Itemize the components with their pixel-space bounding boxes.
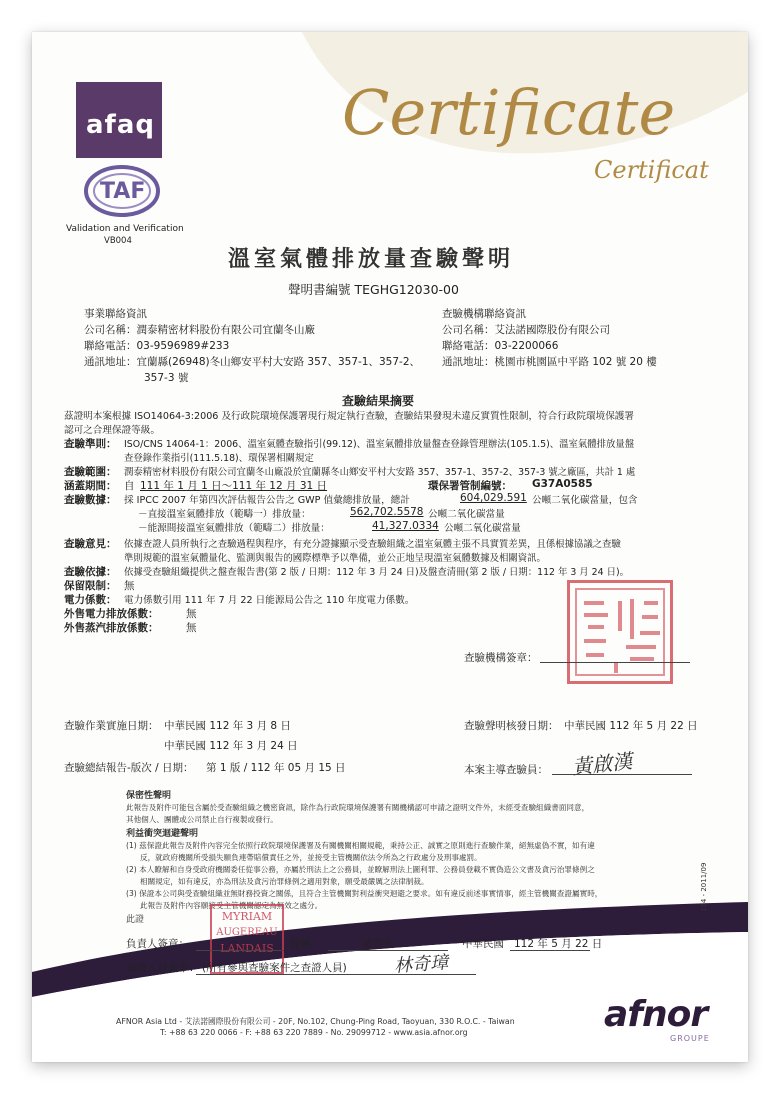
data-scope2-prefix: －能源間接溫室氣體排放（範疇二）排放量： [138,523,330,534]
coi-item-1: (1) 茲保證此報告及附件內容完全依照行政院環境保護署及有關機關相關規範，秉持公正、誠實之原則進行查驗作業，絕無虛偽不實，如有違 [126,841,595,850]
sell-steam-label: 外售蒸汽排放係數： [64,622,159,634]
scope-text: 潤泰精密材料股份有限公司宜蘭冬山廠設於宜蘭縣冬山鄉安平村大安路 357、357-1、357-2、357-3 號之廠區，共計 1 處 [124,467,636,478]
verifier-note: (所有參與查驗案件之查證人員) [202,962,347,974]
exec-date-label: 查驗作業實施日期： [64,720,159,732]
verifier-label: 查證人員簽章： [126,962,200,974]
opinion-text: 依據查證人員所執行之查驗過程與程序，有充分證據顯示受查驗組織之溫室氣體主張不具實質差異，且係根據協議之查驗 [124,539,621,550]
epa-label: 環保署管制編號： [428,480,512,492]
data-scope2-suffix: 公噸二氧化碳當量 [444,523,521,534]
standard-text-cont: 查登錄作業指引(111.5.18)、環保署相關規定 [124,453,314,464]
form-code: 104 - 2011/09 [700,862,708,912]
certificat-subheading: Certificat [594,156,709,184]
certificate-page [32,32,748,1062]
sign-date-value: 112 年 5 月 22 日 [514,938,603,950]
party-left-heading: 事業聯絡資訊 [84,308,147,320]
issue-date-value: 中華民國 112 年 5 月 22 日 [564,720,698,732]
agency-seal [567,580,673,684]
lead-verifier-line [552,774,692,775]
afaq-logo-text: afaq [86,110,156,140]
stamp-line-2: AUGEREAU [216,927,278,938]
party-left-phone: 聯絡電話：03-9596989#233 [84,340,230,352]
confidentiality-text-cont: 其他個人、團體或公司禁止自行複製或發行。 [126,815,278,824]
scope-label: 查驗範圍： [64,466,117,478]
sign-date-line [510,950,590,951]
data-scope1-suffix: 公噸二氧化碳當量 [428,509,505,520]
verifier-signature: 林奇璋 [393,952,449,977]
period-label: 涵蓋期間： [64,480,117,492]
sign-date-label: 中華民國 [462,938,504,950]
sell-power-label: 外售電力排放係數： [64,608,159,620]
afnor-groupe: GROUPE [670,1034,710,1043]
agency-sign-line [540,662,690,663]
basis-text: 依據受查驗組織提供之盤查報告書(第 2 版 / 日期：112 年 3 月 24 日)及盤查清冊(第 2 版 / 日期：112 年 3 月 24 日)。 [124,567,629,578]
coi-item-3: (3) 保證本公司與受查驗組織並無財務投資之關係，且符合主管機關對利益衝突迴避之要求。如有違反前述事實情事，經主管機關查證屬實時， [126,889,603,898]
position-value: 董事長 [362,938,394,950]
power-label: 電力係數： [64,594,117,606]
taf-caption: Validation and Verification [66,224,184,234]
report-version-label: 查驗總結報告-版次 / 日期： [64,762,194,774]
party-right-company: 公司名稱：艾法諾國際股份有限公司 [442,324,610,336]
data-label: 查驗數據： [64,494,117,506]
report-version-value: 第 1 版 / 112 年 05 月 15 日 [206,762,346,774]
power-text: 電力係數引用 111 年 7 月 22 日能源局公告之 110 年度電力係數。 [124,595,415,606]
sell-power-value: 無 [186,608,197,620]
data-scope1-prefix: －直接溫室氣體排放（範疇一）排放量： [138,509,311,520]
epa-value: G37A0585 [532,478,593,490]
footer-address: AFNOR Asia Ltd - 艾法諾國際股份有限公司 - 20F, No.102, Chung-Ping Road, Taoyuan, 330 R.O.C. - Taiwan [116,1017,515,1026]
lead-verifier-label: 本案主導查驗員： [464,764,548,776]
party-left-address: 通訊地址：宜蘭縣(26948)冬山鄉安平村大安路 357、357-1、357-2、 [84,356,420,368]
stamp-line-3: LANDAIS [220,942,274,955]
basis-label: 查驗依據： [64,566,117,578]
position-label: 職稱： [290,938,322,950]
party-right-address: 通訊地址：桃園市桃園區中平路 102 號 20 樓 [442,356,657,368]
responsible-sign-line [196,950,284,951]
coi-title: 利益衝突迴避聲明 [126,829,199,839]
responsible-label: 負責人簽章： [126,938,189,950]
stamp-line-1: MYRIAM [221,910,273,923]
limit-value: 無 [124,580,135,592]
exec-date-1: 中華民國 112 年 3 月 8 日 [164,720,291,732]
confidentiality-text: 此報告及附件可能包含屬於受查驗組織之機密資訊，除作為行政院環境保護署有關機構認可申請之證明文件外，未經受查驗組織書面同意， [126,803,590,812]
coi-item-2-cont: 相關規定，如有違反，亦為刑法及貪污治罪條例之適用對象，願受最嚴厲之法律制裁。 [140,877,429,886]
afnor-logo: afnor [604,994,708,1035]
standard-text: ISO/CNS 14064-1：2006、溫室氣體查驗指引(99.12)、溫室氣體排放量盤查登錄管理辦法(105.1.5)、溫室氣體排放量盤 [124,439,635,450]
taf-logo-text: TAF [100,179,146,204]
coi-item-3-cont: 此報告及附件內容願接受主管機關認定為無效之處分。 [140,901,323,910]
summary-intro: 茲證明本案根據 ISO14064-3:2006 及行政院環境保護署現行規定執行查驗，查驗結果發現未違反實質性限制，符合行政院環境保護署 [64,411,634,422]
taf-code: VB004 [104,236,132,246]
party-left-company: 公司名稱：潤泰精密材料股份有限公司宜蘭冬山廠 [84,324,315,336]
period-value: 111 年 1 月 1 日～111 年 12 月 31 日 [140,480,328,492]
afaq-logo [76,82,162,158]
sell-steam-value: 無 [186,622,197,634]
data-total-prefix: 採 IPCC 2007 年第四次評估報告公告之 GWP 值彙總排放量，總計 [124,495,410,506]
data-total-suffix: 公噸二氧化碳當量，包含 [532,495,638,506]
party-right-heading: 查驗機構聯絡資訊 [442,308,526,320]
issue-date-label: 查驗聲明核發日期： [464,720,559,732]
coi-item-2: (2) 本人瞭解和自身受政府機關委任從事公務，亦屬於刑法上之公務員，並瞭解刑法上圖利罪、公務員登載不實偽造公文書及貪污治罪條例之 [126,865,595,874]
party-left-address-cont: 357-3 號 [144,372,189,384]
coi-item-1-cont: 反，就政府機關所受損失願負連帶賠償責任之外，並接受主管機關依法令所為之行政處分及刑事處罰。 [140,853,482,862]
period-prefix: 自 [124,480,135,492]
opinion-text-cont: 準則規範的溫室氣體量化、監測與報告的國際標準予以準備，並公正地呈現溫室氣體數據及相關資訊。 [124,553,546,564]
standard-label: 查驗準則： [64,438,117,450]
verifier-sign-line [196,974,476,975]
limit-label: 保留限制： [64,580,117,592]
page-title: 溫室氣體排放量查驗聲明 [228,246,515,272]
certify-end: 此證 [126,915,145,925]
confidentiality-title: 保密性聲明 [126,791,172,801]
data-scope2-value: 41,327.0334 [372,520,439,532]
lead-verifier-signature: 黃啟漢 [571,748,634,780]
footer-contact: T: +88 63 220 0066 - F: +88 63 220 7889 - No. 29099712 - www.asia.afnor.org [160,1028,468,1037]
seal-pattern [570,583,670,681]
data-scope1-value: 562,702.5578 [350,506,424,518]
summary-intro-cont: 認可之合理保證等級。 [64,425,160,436]
certificate-heading: Certificate [342,76,676,149]
opinion-label: 查驗意見： [64,538,117,550]
exec-date-2: 中華民國 112 年 3 月 24 日 [164,740,298,752]
agency-sign-label: 查驗機構簽章： [464,652,538,664]
summary-heading: 查驗結果摘要 [342,394,415,408]
statement-number: 聲明書編號 TEGHG12030-00 [288,282,459,297]
party-right-phone: 聯絡電話：03-2200066 [442,340,559,352]
data-total-value: 604,029.591 [460,492,527,504]
